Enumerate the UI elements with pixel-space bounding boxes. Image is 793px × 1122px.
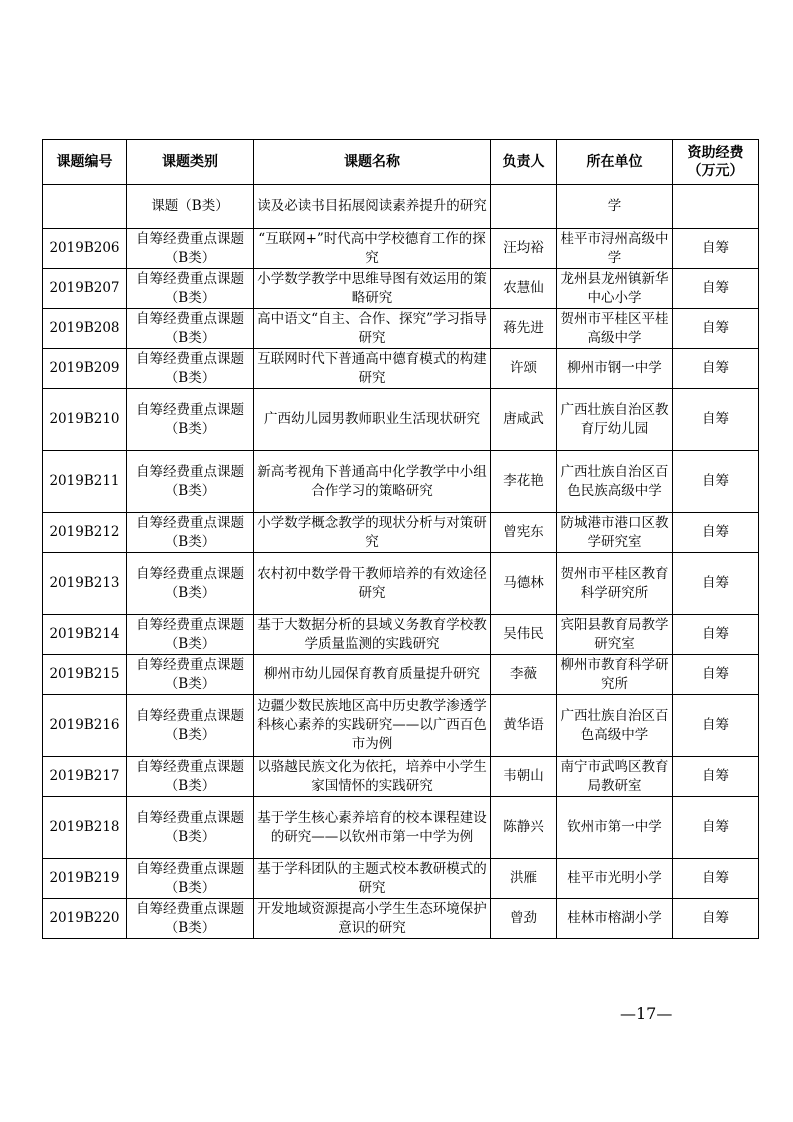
cell-type: 自筹经费重点课题（B类） — [127, 695, 254, 757]
cell-code — [43, 185, 127, 229]
header-code: 课题编号 — [43, 140, 127, 185]
cell-leader — [491, 185, 557, 229]
cell-type: 自筹经费重点课题（B类） — [127, 757, 254, 797]
cell-unit: 龙州县龙州镇新华中心小学 — [557, 269, 673, 309]
cell-code: 2019B213 — [43, 553, 127, 615]
cell-leader: 曾劲 — [491, 899, 557, 939]
cell-code: 2019B206 — [43, 229, 127, 269]
cell-leader: 蒋先进 — [491, 309, 557, 349]
table-row — [43, 899, 759, 939]
header-funding: 资助经费（万元） — [673, 140, 759, 185]
cell-type: 自筹经费重点课题（B类） — [127, 229, 254, 269]
header-type: 课题类别 — [127, 140, 254, 185]
cell-name: 高中语文“自主、合作、探究”学习指导研究 — [254, 309, 491, 349]
cell-name: 小学数学教学中思维导图有效运用的策略研究 — [254, 269, 491, 309]
cell-unit: 贺州市平桂区教育科学研究所 — [557, 553, 673, 615]
cell-type: 课题（B类） — [127, 185, 254, 229]
header-name: 课题名称 — [254, 140, 491, 185]
table-row — [43, 389, 759, 451]
cell-code: 2019B210 — [43, 389, 127, 451]
cell-unit: 防城港市港口区教学研究室 — [557, 513, 673, 553]
cell-leader: 韦朝山 — [491, 757, 557, 797]
cell-code: 2019B215 — [43, 655, 127, 695]
table-row — [43, 349, 759, 389]
cell-unit: 桂平市光明小学 — [557, 859, 673, 899]
cell-code: 2019B217 — [43, 757, 127, 797]
cell-name: 边疆少数民族地区高中历史教学渗透学科核心素养的实践研究——以广西百色市为例 — [254, 695, 491, 757]
table-body — [43, 185, 759, 939]
cell-unit: 贺州市平桂区平桂高级中学 — [557, 309, 673, 349]
cell-type: 自筹经费重点课题（B类） — [127, 615, 254, 655]
cell-unit: 广西壮族自治区教育厅幼儿园 — [557, 389, 673, 451]
table-row — [43, 859, 759, 899]
cell-name: 小学数学概念教学的现状分析与对策研究 — [254, 513, 491, 553]
table-row — [43, 309, 759, 349]
cell-name: 互联网时代下普通高中德育模式的构建研究 — [254, 349, 491, 389]
cell-leader: 吴伟民 — [491, 615, 557, 655]
cell-funding: 自筹 — [673, 389, 759, 451]
cell-unit: 柳州市教育科学研究所 — [557, 655, 673, 695]
table-row — [43, 513, 759, 553]
cell-unit: 柳州市钢一中学 — [557, 349, 673, 389]
cell-type: 自筹经费重点课题（B类） — [127, 349, 254, 389]
cell-name: 广西幼儿园男教师职业生活现状研究 — [254, 389, 491, 451]
table-row — [43, 185, 759, 229]
cell-unit: 学 — [557, 185, 673, 229]
table-row — [43, 451, 759, 513]
cell-type: 自筹经费重点课题（B类） — [127, 553, 254, 615]
cell-funding — [673, 185, 759, 229]
cell-code: 2019B214 — [43, 615, 127, 655]
cell-type: 自筹经费重点课题（B类） — [127, 269, 254, 309]
cell-type: 自筹经费重点课题（B类） — [127, 309, 254, 349]
cell-funding: 自筹 — [673, 615, 759, 655]
cell-code: 2019B216 — [43, 695, 127, 757]
cell-name: 基于大数据分析的县域义务教育学校教学质量监测的实践研究 — [254, 615, 491, 655]
page-number: —17— — [620, 1004, 673, 1023]
cell-funding: 自筹 — [673, 859, 759, 899]
table-row — [43, 615, 759, 655]
cell-name: “互联网+”时代高中学校德育工作的探究 — [254, 229, 491, 269]
cell-unit: 广西壮族自治区百色民族高级中学 — [557, 451, 673, 513]
cell-leader: 洪雁 — [491, 859, 557, 899]
cell-type: 自筹经费重点课题（B类） — [127, 513, 254, 553]
cell-leader: 唐咸武 — [491, 389, 557, 451]
cell-funding: 自筹 — [673, 695, 759, 757]
cell-code: 2019B219 — [43, 859, 127, 899]
cell-code: 2019B208 — [43, 309, 127, 349]
cell-unit: 桂平市浔州高级中学 — [557, 229, 673, 269]
cell-type: 自筹经费重点课题（B类） — [127, 797, 254, 859]
cell-leader: 曾宪东 — [491, 513, 557, 553]
cell-unit: 南宁市武鸣区教育局教研室 — [557, 757, 673, 797]
table-row — [43, 229, 759, 269]
cell-name: 以骆越民族文化为依托，培养中小学生家国情怀的实践研究 — [254, 757, 491, 797]
cell-funding: 自筹 — [673, 513, 759, 553]
cell-unit: 广西壮族自治区百色高级中学 — [557, 695, 673, 757]
cell-code: 2019B209 — [43, 349, 127, 389]
table-row — [43, 797, 759, 859]
cell-leader: 黄华语 — [491, 695, 557, 757]
cell-funding: 自筹 — [673, 269, 759, 309]
cell-name: 基于学生核心素养培育的校本课程建设的研究——以钦州市第一中学为例 — [254, 797, 491, 859]
cell-code: 2019B207 — [43, 269, 127, 309]
cell-code: 2019B212 — [43, 513, 127, 553]
cell-funding: 自筹 — [673, 797, 759, 859]
cell-code: 2019B211 — [43, 451, 127, 513]
cell-funding: 自筹 — [673, 229, 759, 269]
cell-leader: 许颂 — [491, 349, 557, 389]
cell-leader: 李薇 — [491, 655, 557, 695]
cell-type: 自筹经费重点课题（B类） — [127, 389, 254, 451]
cell-funding: 自筹 — [673, 757, 759, 797]
cell-funding: 自筹 — [673, 309, 759, 349]
cell-funding: 自筹 — [673, 655, 759, 695]
cell-type: 自筹经费重点课题（B类） — [127, 859, 254, 899]
cell-type: 自筹经费重点课题（B类） — [127, 655, 254, 695]
cell-type: 自筹经费重点课题（B类） — [127, 451, 254, 513]
cell-name: 读及必读书目拓展阅读素养提升的研究 — [254, 185, 491, 229]
cell-funding: 自筹 — [673, 349, 759, 389]
cell-unit: 桂林市榕湖小学 — [557, 899, 673, 939]
cell-leader: 陈静兴 — [491, 797, 557, 859]
cell-funding: 自筹 — [673, 899, 759, 939]
cell-name: 开发地域资源提高小学生生态环境保护意识的研究 — [254, 899, 491, 939]
table-row — [43, 269, 759, 309]
cell-funding: 自筹 — [673, 553, 759, 615]
cell-name: 农村初中数学骨干教师培养的有效途径研究 — [254, 553, 491, 615]
cell-leader: 汪均裕 — [491, 229, 557, 269]
table-header-row — [43, 140, 759, 185]
table-row — [43, 655, 759, 695]
header-unit: 所在单位 — [557, 140, 673, 185]
table-row — [43, 757, 759, 797]
cell-unit: 钦州市第一中学 — [557, 797, 673, 859]
cell-funding: 自筹 — [673, 451, 759, 513]
header-leader: 负责人 — [491, 140, 557, 185]
cell-code: 2019B220 — [43, 899, 127, 939]
cell-leader: 李花艳 — [491, 451, 557, 513]
project-table — [42, 139, 759, 939]
cell-name: 柳州市幼儿园保育教育质量提升研究 — [254, 655, 491, 695]
cell-leader: 农慧仙 — [491, 269, 557, 309]
cell-code: 2019B218 — [43, 797, 127, 859]
cell-type: 自筹经费重点课题（B类） — [127, 899, 254, 939]
cell-leader: 马德林 — [491, 553, 557, 615]
cell-unit: 宾阳县教育局教学研究室 — [557, 615, 673, 655]
cell-name: 新高考视角下普通高中化学教学中小组合作学习的策略研究 — [254, 451, 491, 513]
table-row — [43, 553, 759, 615]
table-row — [43, 695, 759, 757]
cell-name: 基于学科团队的主题式校本教研模式的研究 — [254, 859, 491, 899]
